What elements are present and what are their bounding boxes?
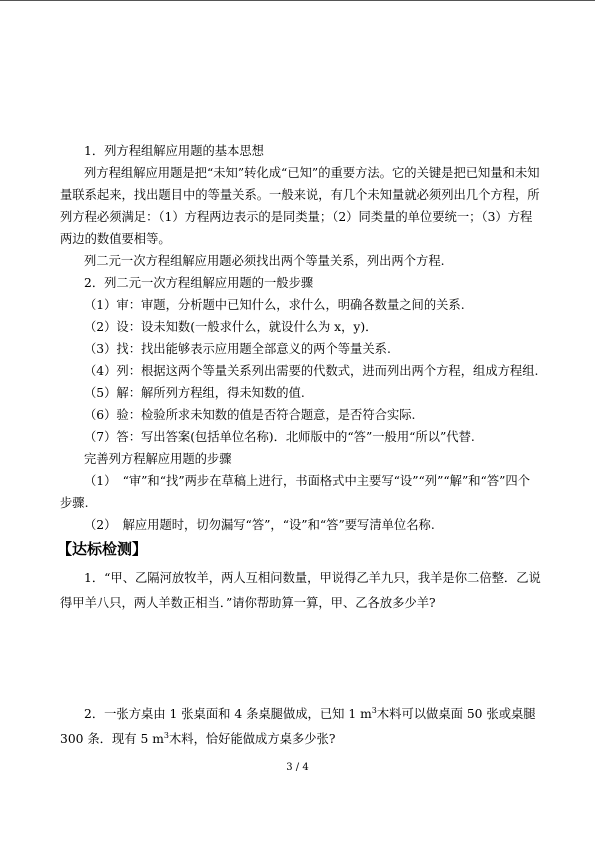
step-4: （4）列：根据这两个等量关系列出需要的代数式，进而列出两个方程，组成方程组. <box>84 364 539 378</box>
question-2-superscript: 3 <box>371 705 377 715</box>
question-2-text-a: 2．一张方桌由 1 张桌面和 4 条桌腿做成，已知 1 m <box>84 707 372 721</box>
body-text <box>60 140 542 536</box>
page-number: 3 / 4 <box>286 762 309 773</box>
paragraph-basic-idea: 列方程组解应用题是把“未知”转化成“已知”的重要方法。它的关键是把已知量和未知量联系起来，找出题目中的等量关系。一般来说，有几个未知量就必须列出几个方程，所列方程必须满足：（1）方程两边表示的是同类量；（2）同类量的单位要统一；（3）方程两边的数值要相等。 <box>60 166 540 246</box>
improve-item-2: （2） 解应用题时，切勿漏写“答”，“设”和“答”要写清单位名称. <box>84 518 435 532</box>
step-3: （3）找：找出能够表示应用题全部意义的两个等量关系. <box>84 342 391 356</box>
header-rule <box>0 0 595 1</box>
step-2: （2）设：设未知数(一般求什么，就设什么为 x，y)． <box>84 320 378 334</box>
question-2 <box>60 702 542 752</box>
improve-heading: 完善列方程解应用题的步骤 <box>84 452 232 466</box>
question-1: 1．“甲、乙隔河放牧羊，两人互相问数量，甲说得乙羊九只，我羊是你二倍整．乙说得甲羊八只，两人羊数正相当．”请你帮助算一算，甲、乙各放多少羊? <box>60 571 541 610</box>
question-2-superscript-2: 3 <box>163 730 169 740</box>
step-5: （5）解：解所列方程组，得未知数的值. <box>84 386 305 400</box>
improve-item-1: （1） “审”和“找”两步在草稿上进行，书面格式中主要写“设”“列”“解”和“答”四个步骤. <box>60 474 531 510</box>
section-heading: 【达标检测】 <box>57 540 148 558</box>
question-2-text-c: 木料，恰好能做成方桌多少张? <box>168 732 336 746</box>
step-1: （1）审：审题，分析题中已知什么，求什么，明确各数量之间的关系. <box>84 298 465 312</box>
heading-1: 1．列方程组解应用题的基本思想 <box>84 144 264 158</box>
paragraph-two-relations: 列二元一次方程组解应用题必须找出两个等量关系，列出两个方程. <box>84 254 445 268</box>
heading-2: 2．列二元一次方程组解应用题的一般步骤 <box>84 276 314 290</box>
step-6: （6）验：检验所求未知数的值是否符合题意，是否符合实际. <box>84 408 416 422</box>
step-7: （7）答：写出答案(包括单位名称)．北师版中的“答”一般用“所以”代替. <box>84 430 475 444</box>
question-2-text-b: 木料可以做桌面 50 张或桌腿 300 条．现有 5 m <box>60 707 536 746</box>
